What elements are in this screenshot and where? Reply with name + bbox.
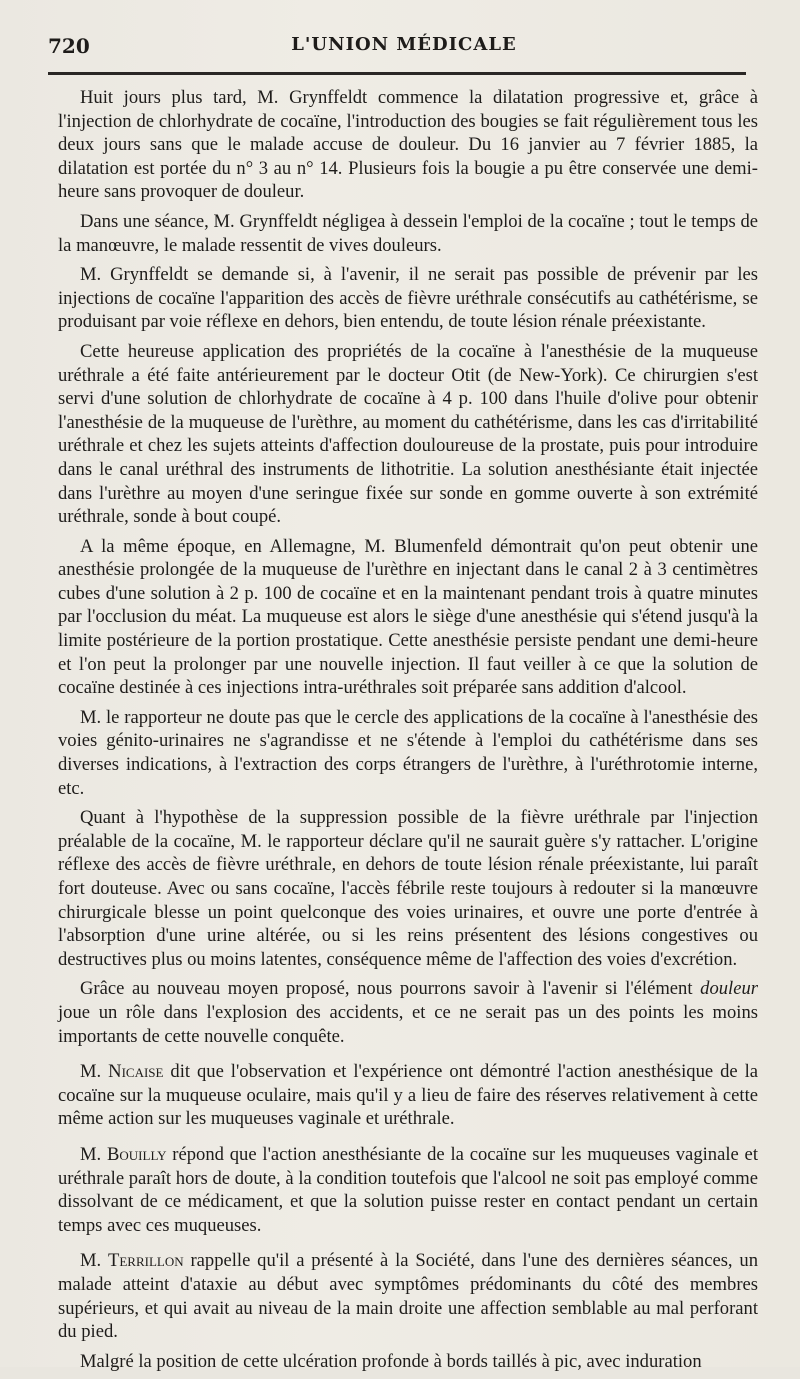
paragraph-text: joue un rôle dans l'explosion des accidents, et ce ne serait pas un des points les moins importants de cette nouvelle conquête. (58, 1001, 758, 1047)
speaker-paragraph (58, 1249, 758, 1343)
article-body (58, 86, 758, 1379)
paragraph: Malgré la position de cette ulcération profonde à bords taillés à pic, avec induration (80, 1350, 702, 1372)
speaker-prefix: M. (80, 1143, 107, 1165)
paragraph-text: répond que l'action anesthésiante de la cocaïne sur les muqueuses vaginale et uréthrale paraît hors de doute, à la condition toutefois que l'alcool ne soit pas employé comme dissolvant de ce médicament, et que la solution puisse rester en contact pendant un certain temps avec ces muqueuses. (58, 1143, 758, 1236)
paragraph: Huit jours plus tard, M. Grynffeldt commence la dilatation progressive et, grâce à l'injection de chlorhydrate de cocaïne, l'introduction des bougies se fait régulièrement tous les deux jours sans que le malade accuse de douleur. Du 16 janvier au 7 février 1885, la dilatation est portée du n° 3 au n° 14. Plusieurs fois la bougie a pu être conservée une demi-heure sans provoquer de douleur. (58, 87, 758, 203)
paragraph: A la même époque, en Allemagne, M. Blumenfeld démontrait qu'on peut obtenir une anesthésie prolongée de la muqueuse de l'urèthre en injectant dans le canal 2 à 3 centimètres cubes d'une solution à 2 p. 100 de cocaïne et en la maintenant pendant trois à quatre minutes par l'occlusion du méat. La muqueuse est alors le siège d'une anesthésie qui s'étend jusqu'à la limite postérieure de la portion prostatique. Cette anesthésie persiste pendant une demi-heure et l'on peut la prolonger par une nouvelle injection. Il faut veiller à ce que la solution de cocaïne destinée à ces injections intra-uréthrales soit préparée sans addition d'alcool. (58, 535, 758, 699)
paragraph: M. Grynffeldt se demande si, à l'avenir, il ne serait pas possible de prévenir par les injections de cocaïne l'apparition des accès de fièvre uréthrale consécutifs au cathétérisme, se produisant par voie réflexe en dehors, bien entendu, de toute lésion rénale préexistante. (58, 264, 758, 333)
speaker-paragraph (58, 1143, 758, 1237)
speaker-name: Nicaise (108, 1061, 164, 1083)
paragraph: M. le rapporteur ne doute pas que le cercle des applications de la cocaïne à l'anesthésie des voies génito-urinaires ne s'agrandisse et ne s'étende à l'emploi du cathétérisme dans ses diverses indications, à l'extraction des corps étrangers de l'urèthre, à l'uréthrotomie interne, etc. (58, 706, 758, 799)
header-rule (48, 72, 746, 75)
running-title: L'UNION MÉDICALE (291, 34, 517, 55)
speaker-paragraph (58, 1060, 758, 1131)
paragraph: Dans une séance, M. Grynffeldt négligea à dessein l'emploi de la cocaïne ; tout le temps de la manœuvre, le malade ressentit de vives douleurs. (58, 210, 758, 256)
speaker-prefix: M. (80, 1250, 108, 1272)
italic-term: douleur (700, 978, 758, 1000)
speaker-prefix: M. (80, 1061, 109, 1083)
paragraph: Cette heureuse application des propriétés de la cocaïne à l'anesthésie de la muqueuse uréthrale a été faite antérieurement par le docteur Otit (de New-York). Ce chirurgien s'est servi d'une solution de chlorhydrate de cocaïne à 4 p. 100 dans l'huile d'olive pour obtenir l'anesthésie de la muqueuse de l'urèthre, au moment du cathétérisme, dans les cas d'irritabilité uréthrale et chez les sujets atteints d'affection douloureuse de la prostate, puis pour introduire dans le canal uréthral des instruments de lithotritie. La solution anesthésiante était injectée dans l'urèthre au moyen d'une seringue fixée sur sonde en gomme ouverte à son extrémité uréthrale, sonde à bout coupé. (58, 340, 758, 528)
page-number: 720 (48, 34, 90, 58)
paragraph-text: Grâce au nouveau moyen proposé, nous pourrons savoir à l'avenir si l'élément (80, 978, 701, 1000)
speaker-name: Bouilly (107, 1143, 167, 1165)
paragraph: Quant à l'hypothèse de la suppression possible de la fièvre uréthrale par l'injection préalable de la cocaïne, M. le rapporteur déclare qu'il ne saurait guère s'y rattacher. L'origine réflexe des accès de fièvre uréthrale, en dehors de toute lésion rénale préexistante, lui paraît fort douteuse. Avec ou sans cocaïne, l'accès fébrile reste toujours à redouter si la manœuvre chirurgicale blesse un point quelconque des voies urinaires, et ouvre une porte d'entrée à l'absorption d'une urine altérée, ou si les reins présentent des lésions congestives ou destructives plus ou moins latentes, conséquence même de l'affection des voies d'excrétion. (58, 807, 758, 970)
paragraph (58, 977, 758, 1048)
speaker-name: Terrillon (108, 1250, 184, 1272)
page-header (48, 34, 760, 64)
paragraph-text: rappelle qu'il a présenté à la Société, dans l'une des dernières séances, un malade atteint d'ataxie au début avec symptômes prédominants du côté des membres supérieurs, et qui avait au niveau de la main droite une affection semblable au mal perforant du pied. (58, 1250, 758, 1343)
paragraph-text: dit que l'observation et l'expérience ont démontré l'action anesthésique de la cocaïne sur la muqueuse oculaire, mais qu'il y a lieu de faire des réserves relativement à cette même action sur les muqueuses vaginale et uréthrale. (58, 1061, 758, 1130)
